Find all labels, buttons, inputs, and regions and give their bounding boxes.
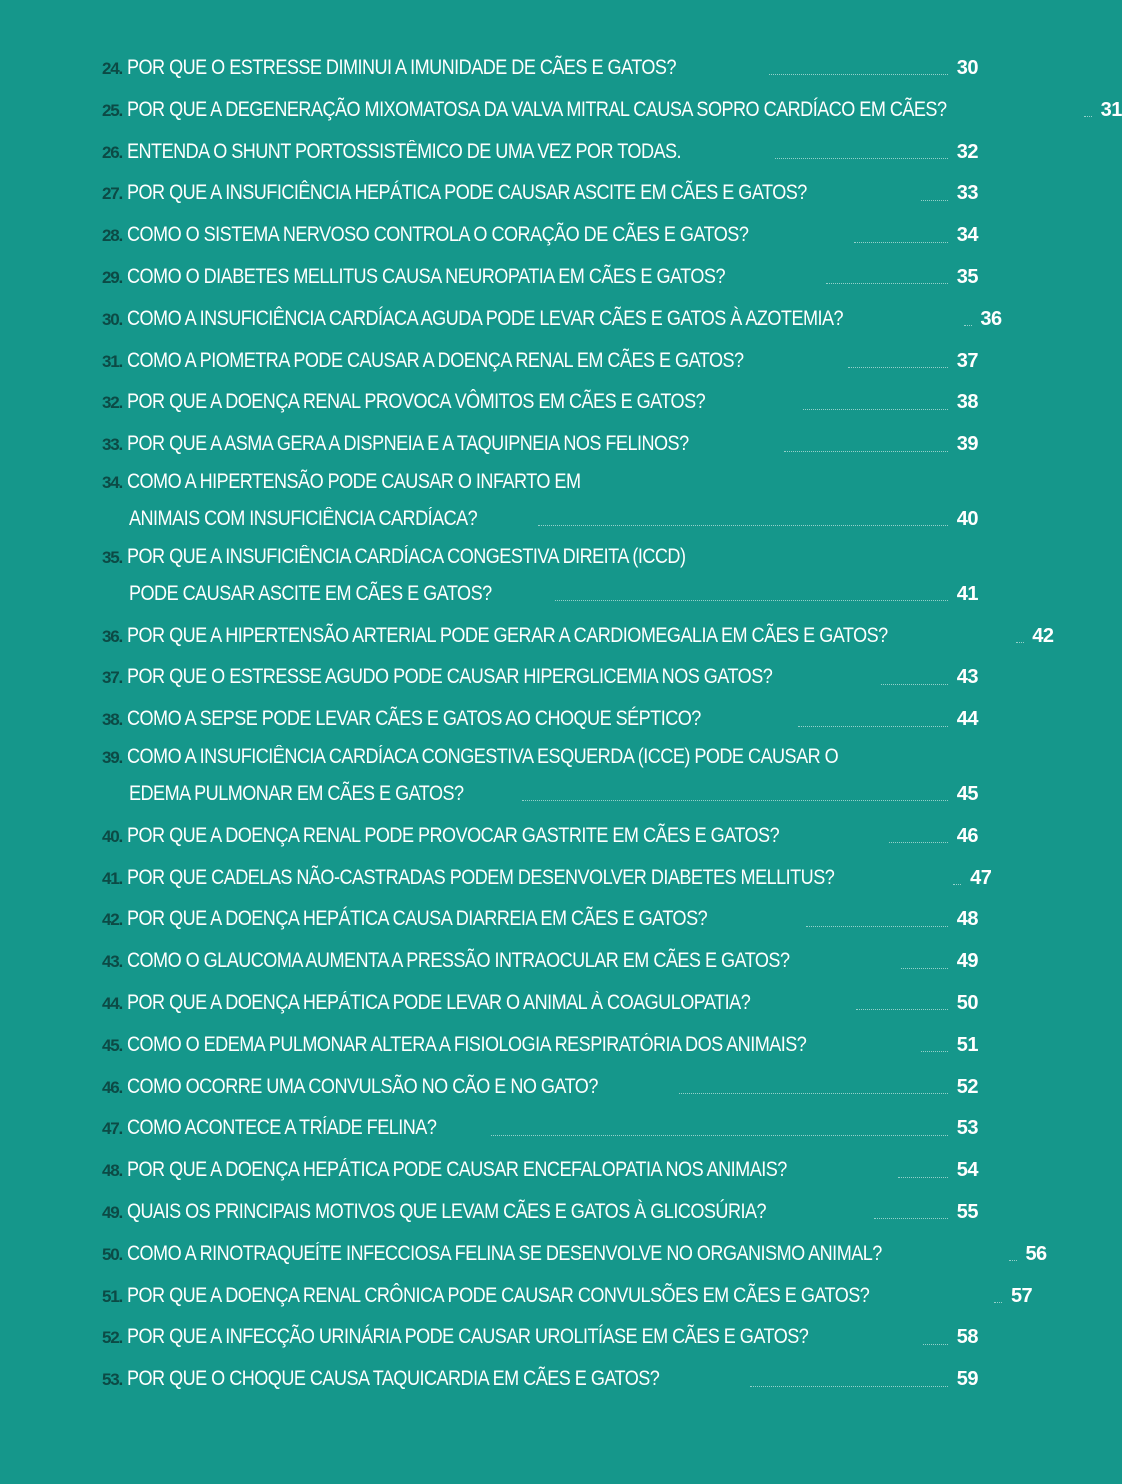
toc-entry[interactable] (102, 47, 978, 89)
toc-entry-line (102, 815, 978, 857)
toc-entry-title: PODE CAUSAR ASCITE EM CÃES E GATOS? (129, 581, 492, 605)
toc-entry-title: POR QUE O CHOQUE CAUSA TAQUICARDIA EM CÃES E GATOS? (127, 1367, 660, 1391)
toc-entry-line (102, 540, 978, 573)
toc-entry-line (102, 465, 978, 498)
toc-entry-number: 31. (102, 351, 123, 371)
toc-entry[interactable] (102, 1316, 978, 1358)
toc-entry-line (102, 1191, 978, 1233)
toc-entry-number: 47. (102, 1119, 123, 1139)
toc-entry-title: COMO O EDEMA PULMONAR ALTERA A FISIOLOGIA RESPIRATÓRIA DOS ANIMAIS? (127, 1032, 807, 1056)
toc-page-number: 49 (956, 950, 978, 973)
toc-entry-line (102, 773, 978, 815)
toc-entry-number: 36. (102, 626, 123, 646)
toc-page-number: 48 (956, 908, 978, 931)
toc-page-number: 38 (956, 391, 978, 414)
toc-page-number: 59 (956, 1368, 978, 1391)
toc-entry-title: POR QUE A DOENÇA RENAL PROVOCA VÔMITOS EM CÃES E GATOS? (127, 390, 706, 414)
toc-page-number: 30 (956, 57, 978, 79)
toc-entry-number: 35. (102, 547, 123, 567)
toc-entry-line (102, 1107, 978, 1149)
toc-entry-title: POR QUE O ESTRESSE DIMINUI A IMUNIDADE DE CÃES E GATOS? (127, 56, 677, 79)
toc-entry[interactable] (102, 1191, 978, 1233)
toc-entry-number: 49. (102, 1202, 123, 1222)
toc-entry-number: 43. (102, 952, 123, 972)
toc-page-number: 46 (956, 824, 978, 847)
toc-entry-number: 50. (102, 1244, 123, 1264)
toc-entry[interactable] (102, 465, 978, 540)
toc-entry-line (102, 1275, 1033, 1317)
toc-entry-number: 40. (102, 826, 123, 846)
toc-entry-title: POR QUE A DOENÇA HEPÁTICA PODE LEVAR O ANIMAL À COAGULOPATIA? (127, 990, 751, 1014)
toc-page-number: 36 (980, 307, 1002, 330)
toc-entry-line (102, 857, 992, 899)
toc-entry-title: COMO A PIOMETRA PODE CAUSAR A DOENÇA RENAL EM CÃES E GATOS? (127, 348, 744, 372)
toc-dot-leader (848, 367, 948, 368)
toc-entry-line (102, 982, 978, 1024)
toc-entry-title: EDEMA PULMONAR EM CÃES E GATOS? (129, 781, 464, 805)
toc-page-number: 31 (1100, 98, 1122, 121)
toc-entry-title: POR QUE CADELAS NÃO-CASTRADAS PODEM DESENVOLVER DIABETES MELLITUS? (127, 865, 835, 889)
toc-dot-leader (856, 1009, 948, 1010)
toc-entry-number: 32. (102, 393, 123, 413)
toc-entry-line (102, 1024, 978, 1066)
toc-page-number: 56 (1025, 1242, 1047, 1265)
toc-entry[interactable] (102, 815, 978, 857)
toc-page-number: 33 (956, 182, 978, 205)
toc-entry-title: COMO OCORRE UMA CONVULSÃO NO CÃO E NO GATO? (127, 1074, 598, 1098)
toc-entry[interactable] (102, 540, 978, 615)
toc-entry-line (102, 1233, 1047, 1275)
toc-entry-number: 28. (102, 226, 123, 246)
toc-dot-leader (784, 451, 948, 452)
toc-entry-title: COMO A SEPSE PODE LEVAR CÃES E GATOS AO CHOQUE SÉPTICO? (127, 707, 701, 731)
toc-entry-title: POR QUE O ESTRESSE AGUDO PODE CAUSAR HIPERGLICEMIA NOS GATOS? (127, 665, 773, 689)
toc-entry-title: ENTENDA O SHUNT PORTOSSISTÊMICO DE UMA VEZ POR TODAS. (127, 139, 682, 163)
toc-entry-number: 24. (102, 59, 123, 78)
toc-entry-number: 29. (102, 267, 123, 287)
toc-entry-number: 42. (102, 910, 123, 930)
toc-entry-title: POR QUE A DEGENERAÇÃO MIXOMATOSA DA VALVA MITRAL CAUSA SOPRO CARDÍACO EM CÃES? (127, 97, 947, 121)
toc-page-number: 43 (956, 666, 978, 689)
toc-entry[interactable] (102, 656, 978, 698)
toc-entry-title: QUAIS OS PRINCIPAIS MOTIVOS QUE LEVAM CÃES E GATOS À GLICOSÚRIA? (127, 1199, 767, 1223)
toc-entry-line (102, 340, 978, 382)
toc-entry-title: COMO A HIPERTENSÃO PODE CAUSAR O INFARTO EM (127, 469, 581, 493)
toc-entry[interactable] (102, 298, 1002, 340)
toc-entry[interactable] (102, 1107, 978, 1149)
toc-entry-number: 37. (102, 668, 123, 688)
toc-entry-line (102, 1066, 978, 1108)
toc-entry-number: 27. (102, 184, 123, 204)
toc-entry-title: POR QUE A DOENÇA RENAL PODE PROVOCAR GASTRITE EM CÃES E GATOS? (127, 823, 780, 847)
toc-entry-line (102, 47, 978, 89)
toc-dot-leader (679, 1093, 948, 1094)
toc-entry-line (102, 172, 978, 214)
toc-entry-title: POR QUE A ASMA GERA A DISPNEIA E A TAQUIPNEIA NOS FELINOS? (127, 432, 689, 456)
toc-dot-leader (538, 525, 948, 526)
toc-page-number: 42 (1032, 624, 1054, 647)
table-of-contents (102, 47, 1122, 1400)
toc-entry[interactable] (102, 172, 978, 214)
toc-dot-leader (964, 325, 972, 326)
toc-entry-line (102, 498, 978, 540)
toc-entry-line (102, 1149, 978, 1191)
toc-entry-number: 41. (102, 868, 123, 888)
toc-entry[interactable] (102, 982, 978, 1024)
toc-dot-leader (522, 800, 948, 801)
toc-entry-title: COMO A RINOTRAQUEÍTE INFECCIOSA FELINA SE DESENVOLVE NO ORGANISMO ANIMAL? (127, 1241, 882, 1265)
toc-dot-leader (798, 726, 948, 727)
toc-entry[interactable] (102, 1358, 978, 1400)
toc-dot-leader (994, 1302, 1002, 1303)
toc-entry[interactable] (102, 940, 978, 982)
toc-entry-number: 34. (102, 472, 123, 492)
toc-dot-leader (750, 1386, 948, 1387)
toc-entry-number: 45. (102, 1035, 123, 1055)
toc-page-number: 39 (956, 433, 978, 456)
toc-entry-number: 30. (102, 309, 123, 329)
toc-entry-line (102, 940, 978, 982)
toc-page-number: 57 (1010, 1284, 1033, 1307)
toc-entry-title: POR QUE A DOENÇA RENAL CRÔNICA PODE CAUSAR CONVULSÕES EM CÃES E GATOS? (127, 1283, 870, 1307)
toc-page-number: 37 (956, 349, 978, 372)
toc-entry-line (102, 89, 1122, 131)
toc-entry-line (102, 656, 978, 698)
toc-entry-title: POR QUE A INSUFICIÊNCIA CARDÍACA CONGESTIVA DIREITA (ICCD) (127, 544, 686, 568)
toc-entry-number: 33. (102, 435, 123, 455)
toc-entry-title: COMO O SISTEMA NERVOSO CONTROLA O CORAÇÃO DE CÃES E GATOS? (127, 223, 749, 247)
toc-dot-leader (769, 74, 948, 75)
toc-page-number: 51 (956, 1033, 978, 1056)
toc-entry-line (102, 740, 978, 773)
toc-entry-number: 39. (102, 747, 123, 767)
toc-page-number: 44 (956, 708, 978, 731)
toc-page-number: 55 (956, 1200, 978, 1223)
toc-entry-number: 48. (102, 1161, 123, 1181)
toc-dot-leader (826, 283, 948, 284)
toc-entry[interactable] (102, 1275, 1033, 1317)
toc-page-number: 54 (956, 1159, 978, 1182)
toc-entry[interactable] (102, 214, 978, 256)
toc-dot-leader (491, 1135, 948, 1136)
toc-entry[interactable] (102, 740, 978, 815)
toc-page-number: 52 (956, 1075, 978, 1098)
toc-dot-leader (803, 409, 948, 410)
toc-dot-leader (806, 926, 948, 927)
toc-entry-number: 38. (102, 710, 123, 730)
toc-dot-leader (898, 1177, 948, 1178)
toc-entry-title: POR QUE A INFECÇÃO URINÁRIA PODE CAUSAR UROLITÍASE EM CÃES E GATOS? (127, 1325, 809, 1349)
toc-dot-leader (1084, 116, 1092, 117)
toc-entry[interactable] (102, 381, 978, 423)
toc-entry-line (102, 423, 978, 465)
toc-page-number: 32 (956, 140, 978, 163)
toc-dot-leader (901, 968, 948, 969)
toc-entry-line (102, 214, 978, 256)
toc-entry-title: POR QUE A DOENÇA HEPÁTICA CAUSA DIARREIA EM CÃES E GATOS? (127, 907, 708, 931)
toc-entry-line (102, 256, 978, 298)
toc-dot-leader (889, 842, 948, 843)
toc-page-number: 58 (956, 1326, 978, 1349)
toc-entry-line (102, 1316, 978, 1358)
toc-entry-line (102, 615, 1054, 657)
toc-page-number: 47 (970, 866, 992, 889)
toc-dot-leader (921, 200, 948, 201)
toc-entry-title: POR QUE A DOENÇA HEPÁTICA PODE CAUSAR ENCEFALOPATIA NOS ANIMAIS? (127, 1158, 787, 1182)
toc-entry[interactable] (102, 1024, 978, 1066)
toc-dot-leader (555, 600, 948, 601)
toc-page-number: 40 (956, 507, 978, 530)
toc-entry-title: COMO O GLAUCOMA AUMENTA A PRESSÃO INTRAOCULAR EM CÃES E GATOS? (127, 949, 790, 973)
toc-entry[interactable] (102, 857, 992, 899)
toc-dot-leader (1016, 642, 1024, 643)
toc-entry[interactable] (102, 1149, 978, 1191)
toc-entry-title: COMO O DIABETES MELLITUS CAUSA NEUROPATIA EM CÃES E GATOS? (127, 264, 725, 288)
toc-entry-line (102, 381, 978, 423)
toc-entry[interactable] (102, 340, 978, 382)
toc-entry-number: 53. (102, 1370, 123, 1390)
toc-entry-number: 26. (102, 142, 123, 162)
toc-page-number: 34 (956, 224, 978, 247)
toc-dot-leader (775, 158, 948, 159)
toc-entry[interactable] (102, 615, 1054, 657)
toc-entry-title: COMO A INSUFICIÊNCIA CARDÍACA AGUDA PODE LEVAR CÃES E GATOS À AZOTEMIA? (127, 306, 844, 330)
toc-entry-title: POR QUE A HIPERTENSÃO ARTERIAL PODE GERAR A CARDIOMEGALIA EM CÃES E GATOS? (127, 623, 888, 647)
toc-entry[interactable] (102, 698, 978, 740)
toc-entry-title: POR QUE A INSUFICIÊNCIA HEPÁTICA PODE CAUSAR ASCITE EM CÃES E GATOS? (127, 181, 807, 205)
toc-dot-leader (874, 1218, 948, 1219)
toc-page-number: 53 (956, 1117, 978, 1140)
toc-dot-leader (1009, 1260, 1017, 1261)
toc-entry-number: 44. (102, 993, 123, 1013)
toc-entry[interactable] (102, 898, 978, 940)
toc-page-number: 41 (956, 582, 978, 605)
toc-entry-line (102, 1358, 978, 1400)
toc-dot-leader (881, 684, 948, 685)
toc-entry-title: COMO A INSUFICIÊNCIA CARDÍACA CONGESTIVA ESQUERDA (ICCE) PODE CAUSAR O (127, 744, 839, 768)
toc-entry-title: COMO ACONTECE A TRÍADE FELINA? (127, 1116, 437, 1140)
toc-dot-leader (921, 1051, 948, 1052)
toc-entry-line (102, 298, 1002, 340)
toc-entry-line (102, 898, 978, 940)
toc-entry-number: 46. (102, 1077, 123, 1097)
toc-page-number: 35 (956, 265, 978, 288)
toc-entry[interactable] (102, 423, 978, 465)
toc-entry-number: 25. (102, 100, 123, 120)
toc-entry-title: ANIMAIS COM INSUFICIÊNCIA CARDÍACA? (129, 506, 478, 530)
toc-entry-line (102, 698, 978, 740)
toc-dot-leader (923, 1344, 948, 1345)
toc-page-number: 50 (956, 991, 978, 1014)
toc-entry[interactable] (102, 131, 978, 173)
toc-entry[interactable] (102, 256, 978, 298)
toc-dot-leader (953, 884, 961, 885)
toc-entry-number: 52. (102, 1328, 123, 1348)
toc-page-number: 45 (956, 782, 978, 805)
toc-entry[interactable] (102, 89, 1122, 131)
toc-dot-leader (854, 242, 948, 243)
toc-entry-number: 51. (102, 1286, 123, 1306)
toc-entry-line (102, 573, 978, 615)
toc-entry[interactable] (102, 1233, 1047, 1275)
toc-entry[interactable] (102, 1066, 978, 1108)
toc-entry-line (102, 131, 978, 173)
